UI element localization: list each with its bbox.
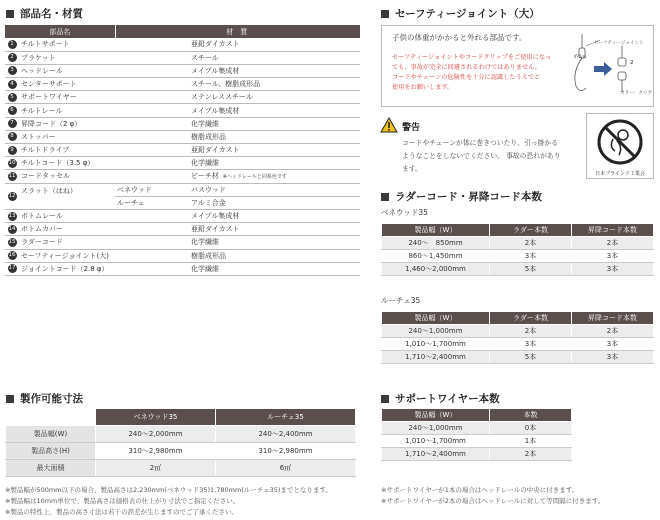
part-number-badge: 17: [8, 265, 16, 272]
safety-intro: 子供の体重がかかると外れる部品です。: [392, 33, 527, 42]
table-row: [382, 237, 654, 250]
diagram-label-bottom: カラー：クリア: [620, 91, 653, 96]
table-header-cell: ラダー本数: [490, 312, 572, 325]
part-material: 化学繊維: [115, 236, 360, 249]
parts-section-title: [6, 6, 83, 21]
part-material: 亜鉛ダイカスト: [115, 144, 360, 157]
part-material: 亜鉛ダイカスト: [115, 223, 360, 236]
diagram-label-side: 約5㎝: [574, 55, 587, 60]
parts-row: [5, 144, 360, 157]
table-row: [6, 443, 356, 460]
warning-triangle-icon: [380, 117, 398, 133]
parts-row: [5, 51, 360, 64]
part-material: 化学繊維: [115, 117, 360, 130]
table-cell: 310～2,980mm: [216, 443, 356, 460]
ladder-section-title: [381, 189, 542, 204]
table-header-row: [6, 409, 356, 426]
table-header-cell: 製品幅（W）: [382, 224, 490, 237]
part-number-cell: [5, 78, 19, 91]
parts-title-text: 部品名・材質: [20, 8, 83, 20]
table-cell: 5本: [490, 263, 572, 276]
prohibition-icon: [595, 117, 645, 167]
part-name: ストッパー: [19, 130, 115, 143]
part-number-cell: [5, 144, 19, 157]
no-child-cord-badge: [586, 113, 654, 179]
slat-material-cell: [115, 183, 360, 196]
part-number-cell: [5, 249, 19, 262]
parts-row: [5, 223, 360, 236]
production-note-1: ※製品幅が500mm以下の場合、製品高さは2,230mm(ベネウッド35)1,780mm(ルーチェ35)までとなります。: [5, 486, 332, 494]
benewood-label: ベネウッド35: [381, 208, 428, 217]
table-cell: 6㎡: [216, 460, 356, 477]
part-number-badge: 14: [8, 225, 16, 232]
parts-row: [5, 104, 360, 117]
part-number-cell: [5, 157, 19, 170]
parts-row: [5, 262, 360, 275]
table-header-cell: 昇降コード本数: [572, 312, 654, 325]
warning-text: [402, 137, 561, 176]
table-cell: 0本: [490, 422, 572, 435]
diagram-label-top: セーフティージョイント: [594, 41, 644, 46]
part-number-badge: 2: [8, 53, 17, 62]
parts-row: [5, 170, 360, 183]
table-row: [382, 250, 654, 263]
part-material: ステンレススチール: [115, 91, 360, 104]
part-material-text: ビーチ材: [191, 172, 219, 181]
table-cell: 1,010～1,700mm: [382, 338, 490, 351]
table-cell: 1本: [490, 435, 572, 448]
part-number-badge: 12: [8, 192, 16, 199]
part-material: メイプル集成材: [115, 104, 360, 117]
wire-section-title: [381, 391, 500, 406]
table-row: [382, 448, 572, 461]
parts-row: [5, 130, 360, 143]
table-row: [382, 338, 654, 351]
section-square-icon: [381, 10, 389, 18]
part-number-badge: 8: [8, 132, 17, 141]
part-material: 化学繊維: [115, 262, 360, 275]
warning-title: 警告: [402, 123, 421, 133]
table-row: [382, 435, 572, 448]
luce-ladder-table: [381, 311, 654, 364]
table-cell: 860～1,450mm: [382, 250, 490, 263]
part-material: メイプル集成材: [115, 209, 360, 222]
table-row: [382, 325, 654, 338]
table-cell: 製品高さ(H): [6, 443, 96, 460]
part-number-cell: [5, 183, 19, 209]
part-material: スチール: [115, 51, 360, 64]
production-table: [5, 408, 356, 477]
part-material: [115, 170, 360, 183]
part-number-badge: 15: [8, 238, 16, 245]
part-number-cell: [5, 236, 19, 249]
table-cell: 3本: [490, 250, 572, 263]
parts-header-name: 部品名: [5, 25, 115, 38]
table-cell: 2本: [490, 325, 572, 338]
table-cell: 3本: [490, 338, 572, 351]
table-row: [382, 422, 572, 435]
part-name: チルトレール: [19, 104, 115, 117]
part-number-badge: 5: [8, 93, 17, 102]
slat-material: アルミ合金: [191, 198, 226, 207]
table-header-row: [382, 312, 654, 325]
parts-row: [5, 91, 360, 104]
part-number-badge: 6: [8, 106, 17, 115]
table-row: [6, 426, 356, 443]
part-number-cell: [5, 223, 19, 236]
part-name: 昇降コード（2 φ）: [19, 117, 115, 130]
table-cell: 2本: [572, 237, 654, 250]
table-cell: 240～2,400mm: [216, 426, 356, 443]
section-square-icon: [381, 193, 389, 201]
table-header-cell: 製品幅（W）: [382, 312, 490, 325]
table-header-cell: ラダー本数: [490, 224, 572, 237]
part-number-badge: 16: [8, 252, 16, 259]
parts-row: [5, 64, 360, 77]
safety-joint-box: [381, 25, 654, 107]
part-material: 亜鉛ダイカスト: [115, 38, 360, 51]
table-header-cell: ベネウッド35: [96, 409, 216, 426]
parts-row: [5, 236, 360, 249]
table-cell: 240～1,000mm: [382, 325, 490, 338]
table-header-cell: ルーチェ35: [216, 409, 356, 426]
part-number-cell: [5, 51, 19, 64]
wire-note-1: ※サポートワイヤーが1本の場合はヘッドレールの中央に付きます。: [381, 486, 579, 494]
part-number-badge: 13: [8, 212, 16, 219]
safety-red-line-4: 使用をお願いします。: [392, 84, 454, 91]
parts-row: [5, 78, 360, 91]
table-header-cell: 本数: [490, 409, 572, 422]
slat-material: バスウッド: [191, 185, 226, 194]
table-cell: 2本: [572, 325, 654, 338]
safety-title-text: セーフティージョイント（大）: [395, 8, 540, 20]
table-cell: 製品幅(W): [6, 426, 96, 443]
warning-line-1: コードやチェーンが体に巻きついたり、引っ掛かる: [402, 139, 558, 147]
part-number-cell: [5, 117, 19, 130]
table-cell: 240～ 850mm: [382, 237, 490, 250]
benewood-ladder-table: [381, 223, 654, 276]
safety-red-text: [392, 53, 551, 93]
safety-red-line-2: ても、事故が完全に回避されるわけではありません。: [392, 64, 541, 71]
org-label: 日本ブラインド工業会: [595, 171, 645, 177]
table-cell: 5本: [490, 351, 572, 364]
part-name: ボトムカバー: [19, 223, 115, 236]
table-header-cell: 昇降コード本数: [572, 224, 654, 237]
table-cell: 240～2,000mm: [96, 426, 216, 443]
table-cell: 310～2,980mm: [96, 443, 216, 460]
slat-sub-label: ベネウッド: [117, 185, 152, 194]
section-square-icon: [6, 10, 14, 18]
warning-line-3: ます。: [402, 165, 422, 173]
part-material: 化学繊維: [115, 157, 360, 170]
luce-label: ルーチェ35: [381, 296, 421, 305]
slat-material-cell: [115, 196, 360, 209]
table-row: [382, 351, 654, 364]
part-name: ラダーコード: [19, 236, 115, 249]
production-note-2: ※製品幅は10mm単位で、製品高さは価格表の仕上がり寸法でご指定ください。: [5, 497, 240, 505]
part-name: チルトドライブ: [19, 144, 115, 157]
part-material: 樹脂成形品: [115, 249, 360, 262]
table-row: [6, 460, 356, 477]
production-note-3: ※製品の特性上、製品の高さ寸法は若干の誤差が生じますのでご了承ください。: [5, 508, 238, 516]
parts-row-slat: [5, 183, 360, 196]
part-name: ブラケット: [19, 51, 115, 64]
part-material-note: ※ヘッドレールと同系色です: [222, 174, 287, 181]
part-name: チルトコード（3.5 φ）: [19, 157, 115, 170]
table-header-cell: 製品幅（W）: [382, 409, 490, 422]
part-material: スチール、樹脂成形品: [115, 78, 360, 91]
part-number-cell: [5, 209, 19, 222]
part-name: コードタッセル: [19, 170, 115, 183]
part-number-cell: [5, 130, 19, 143]
warning-line-2: ようなことをしないでください。 事故の恐れがあり: [402, 152, 561, 160]
part-number-badge: 3: [8, 66, 17, 75]
part-number-badge: 4: [8, 80, 17, 89]
part-number-badge: 9: [8, 146, 17, 155]
table-header-row: [382, 224, 654, 237]
part-name: セーフティージョイント(大): [19, 249, 115, 262]
slat-sub-label: ルーチェ: [117, 198, 145, 207]
part-number-cell: [5, 104, 19, 117]
wire-note-2: ※サポートワイヤーが2本の場合はヘッドレールに対して等間隔に付きます。: [381, 497, 605, 505]
part-number-cell: [5, 170, 19, 183]
part-name: サポートワイヤー: [19, 91, 115, 104]
table-cell: 1,710～2,400mm: [382, 351, 490, 364]
parts-table: [5, 25, 360, 276]
table-cell: 2㎡: [96, 460, 216, 477]
safety-red-line-3: コードやチェーンの危険性を十分に認識したうえでご: [392, 74, 541, 81]
table-cell: 最大面積: [6, 460, 96, 477]
parts-row: [5, 157, 360, 170]
table-cell: 240～1,000mm: [382, 422, 490, 435]
parts-row: [5, 209, 360, 222]
part-number-badge: 1: [8, 40, 17, 49]
table-row: [382, 263, 654, 276]
table-cell: 3本: [572, 351, 654, 364]
part-name: ボトムレール: [19, 209, 115, 222]
production-section-title: [6, 391, 83, 406]
part-number-cell: [5, 64, 19, 77]
part-material: メイプル集成材: [115, 64, 360, 77]
table-cell: 1,010～1,700mm: [382, 435, 490, 448]
wire-title-text: サポートワイヤー本数: [395, 393, 500, 405]
ladder-title-text: ラダーコード・昇降コード本数: [395, 191, 542, 203]
parts-row: [5, 38, 360, 51]
parts-row: [5, 117, 360, 130]
part-number-badge: 11: [8, 172, 16, 179]
wire-table: [381, 408, 572, 461]
table-cell: 3本: [572, 338, 654, 351]
table-cell: 3本: [572, 250, 654, 263]
parts-row: [5, 249, 360, 262]
table-cell: 1,460～2,000mm: [382, 263, 490, 276]
safety-section-title: [381, 6, 540, 21]
part-name: ジョイントコード（2.8 φ）: [19, 262, 115, 275]
part-name: ヘッドレール: [19, 64, 115, 77]
table-header-cell: [6, 409, 96, 426]
table-cell: 1,710～2,400mm: [382, 448, 490, 461]
diagram-label-dim: 2: [630, 60, 634, 66]
table-header-row: [382, 409, 572, 422]
parts-header-material: 材 質: [115, 25, 360, 38]
table-cell: 2本: [490, 448, 572, 461]
part-name: チルトサポート: [19, 38, 115, 51]
part-name: スラット（はね）: [19, 183, 115, 209]
section-square-icon: [381, 395, 389, 403]
table-cell: 3本: [572, 263, 654, 276]
production-title-text: 製作可能寸法: [20, 393, 83, 405]
table-cell: 2本: [490, 237, 572, 250]
part-number-badge: 7: [8, 119, 17, 128]
section-square-icon: [6, 395, 14, 403]
part-material: 樹脂成形品: [115, 130, 360, 143]
safety-red-line-1: セーフティージョイントやコードクリップをご使用になっ: [392, 54, 552, 61]
part-number-cell: [5, 38, 19, 51]
part-name: センターサポート: [19, 78, 115, 91]
part-number-cell: [5, 262, 19, 275]
part-number-badge: 10: [8, 159, 16, 166]
part-number-cell: [5, 91, 19, 104]
